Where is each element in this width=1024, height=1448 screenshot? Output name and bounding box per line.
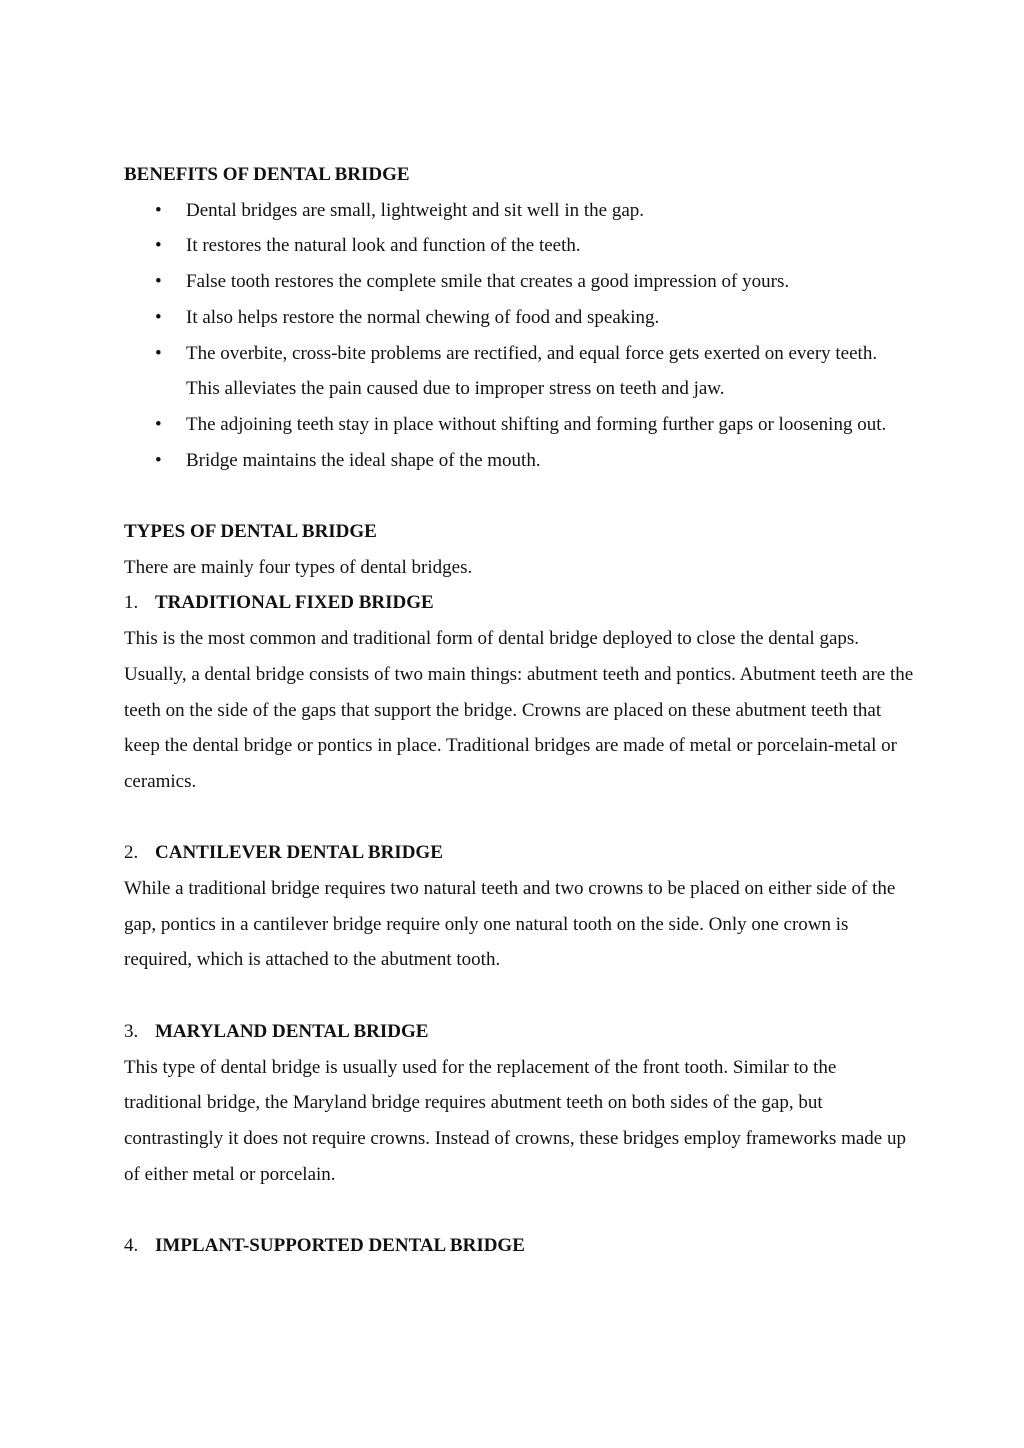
bullet-icon: • <box>155 199 162 221</box>
bullet-icon: • <box>155 306 162 328</box>
bullet-icon: • <box>155 271 162 293</box>
benefits-heading: BENEFITS OF DENTAL BRIDGE <box>124 164 410 185</box>
list-item-text: Dental bridges are small, lightweight and sit well in the gap. <box>186 199 645 221</box>
bullet-icon: • <box>155 342 162 364</box>
section-title: MARYLAND DENTAL BRIDGE <box>155 1020 429 1042</box>
bullet-icon: • <box>155 413 162 435</box>
section-body-traditional: This is the most common and traditional form of dental bridge deployed to close the dental gaps. Usually, a dental bridge consists of two main things: abutment teeth and pontics. Abutment teeth are the teeth on the side of the gaps that support the bridge. Crowns are placed on these abutment teeth that keep the dental bridge or pontics in place. Traditional bridges are made of metal or porcelain-metal or ceramics. <box>124 628 914 792</box>
section-heading-traditional <box>124 585 914 621</box>
spacer <box>124 478 914 514</box>
section-number: 4. <box>124 1235 139 1257</box>
section-title: IMPLANT-SUPPORTED DENTAL BRIDGE <box>155 1235 525 1257</box>
list-item-text: It also helps restore the normal chewing of food and speaking. <box>186 306 660 328</box>
list-item <box>124 193 914 229</box>
section-heading-maryland <box>124 1014 914 1050</box>
list-item <box>124 336 914 407</box>
list-item <box>124 443 914 479</box>
types-intro: There are mainly four types of dental bridges. <box>124 556 473 578</box>
section-number: 1. <box>124 592 139 614</box>
list-item <box>124 264 914 300</box>
list-item <box>124 407 914 443</box>
section-heading-implant <box>124 1228 914 1264</box>
document-page <box>124 157 914 1264</box>
bullet-icon: • <box>155 235 162 257</box>
section-title: TRADITIONAL FIXED BRIDGE <box>155 592 434 614</box>
spacer <box>124 1192 914 1228</box>
list-item-text: The overbite, cross-bite problems are rectified, and equal force gets exerted on every teeth. This alleviates the pain caused due to improper stress on teeth and jaw. <box>186 342 878 400</box>
section-number: 3. <box>124 1020 139 1042</box>
section-heading-cantilever <box>124 835 914 871</box>
section-number: 2. <box>124 842 139 864</box>
list-item-text: False tooth restores the complete smile that creates a good impression of yours. <box>186 271 790 293</box>
types-heading: TYPES OF DENTAL BRIDGE <box>124 521 377 543</box>
section-body-cantilever: While a traditional bridge requires two natural teeth and two crowns to be placed on either side of the gap, pontics in a cantilever bridge require only one natural tooth on the side. Only one crown is required, which is attached to the abutment tooth. <box>124 878 896 971</box>
list-item-text: It restores the natural look and function of the teeth. <box>186 235 581 257</box>
list-item <box>124 300 914 336</box>
list-item-text: The adjoining teeth stay in place without shifting and forming further gaps or loosening out. <box>186 413 887 435</box>
benefits-list <box>124 193 914 479</box>
spacer <box>124 978 914 1014</box>
section-body-maryland: This type of dental bridge is usually used for the replacement of the front tooth. Similar to the traditional bridge, the Maryland bridge requires abutment teeth on both sides of the gap, but contrastingly it does not require crowns. Instead of crowns, these bridges employ frameworks made up of either metal or porcelain. <box>124 1056 906 1185</box>
section-title: CANTILEVER DENTAL BRIDGE <box>155 842 443 864</box>
list-item-text: Bridge maintains the ideal shape of the mouth. <box>186 449 541 471</box>
bullet-icon: • <box>155 449 162 471</box>
list-item <box>124 228 914 264</box>
spacer <box>124 800 914 836</box>
